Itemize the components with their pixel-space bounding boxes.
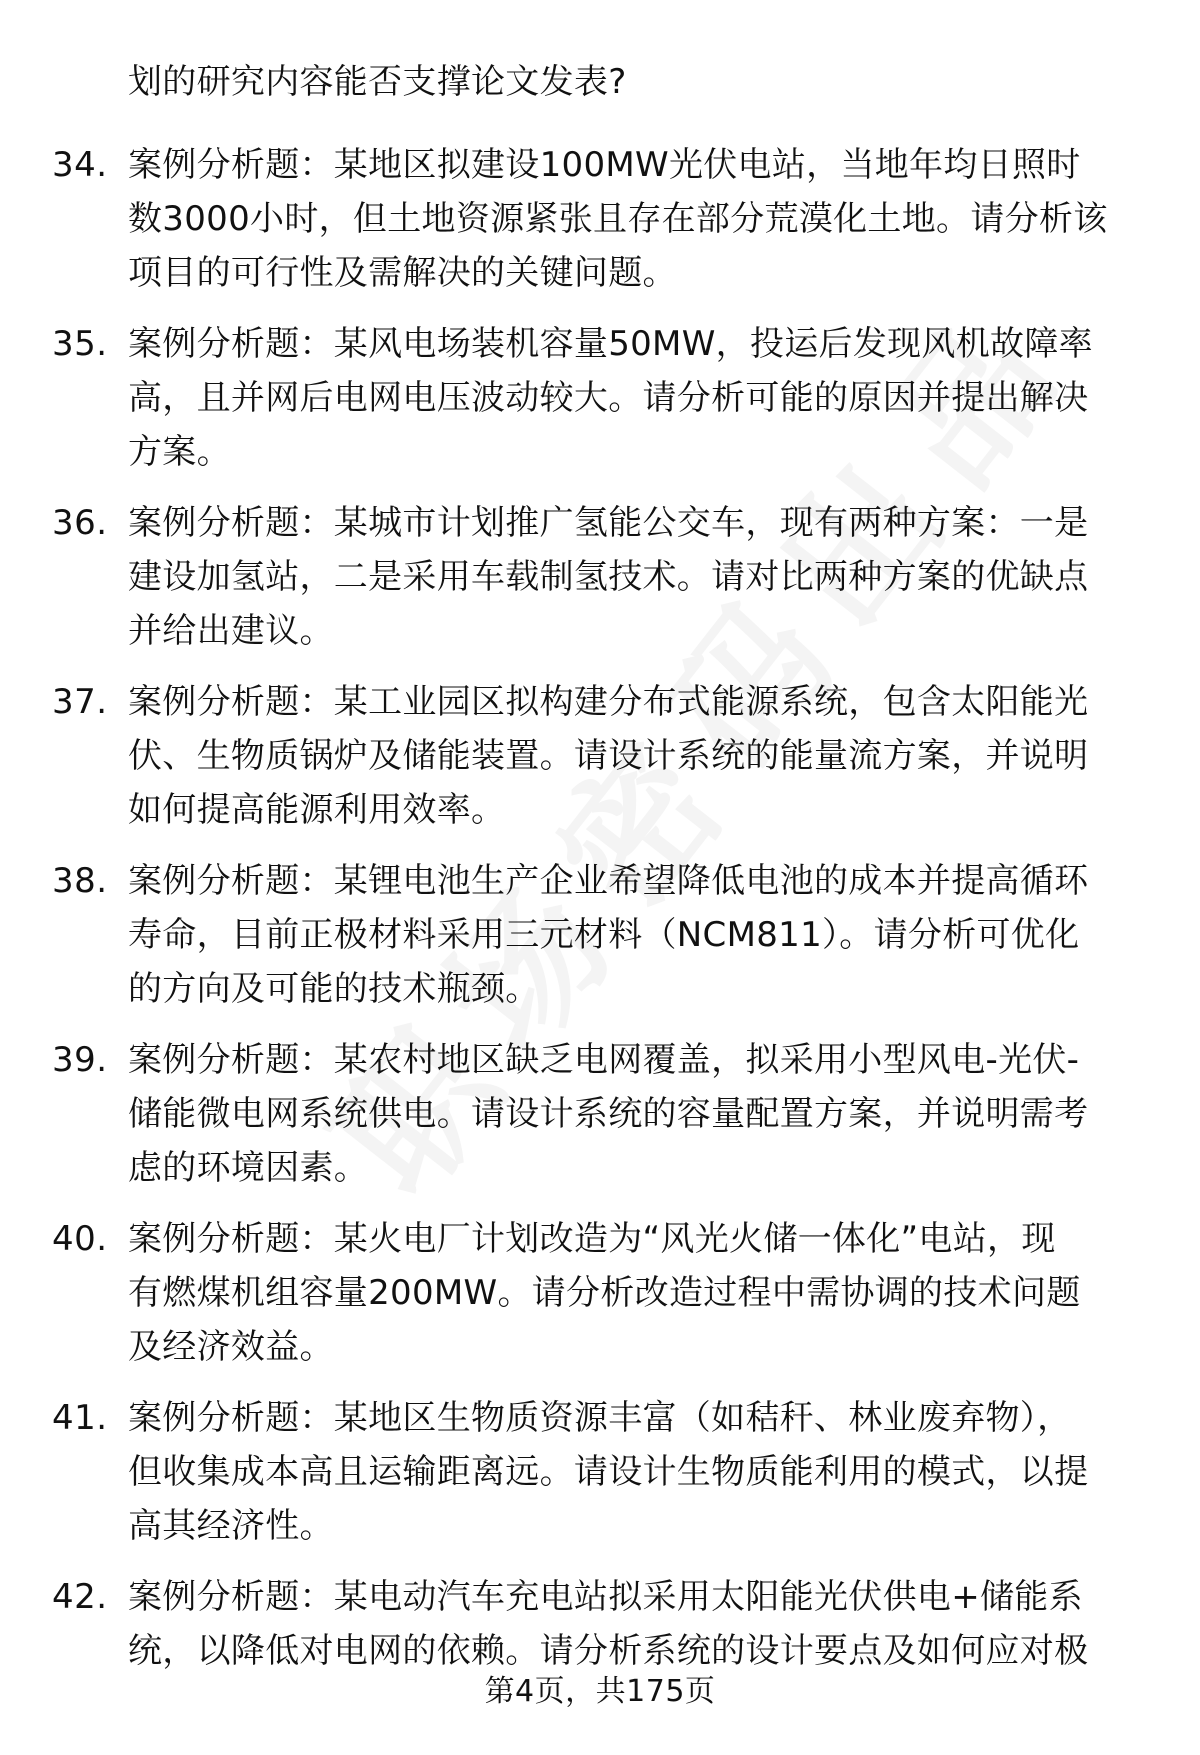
- question-line: 虑的环境因素。: [128, 1148, 369, 1188]
- question-line: 并给出建议。: [128, 611, 334, 651]
- question-line: 案例分析题：某工业园区拟构建分布式能源系统，包含太阳能光: [128, 682, 1089, 722]
- question-line: 案例分析题：某农村地区缺乏电网覆盖，拟采用小型风电-光伏-: [128, 1040, 1080, 1080]
- question-line: 案例分析题：某火电厂计划改造为“风光火储一体化”电站，现: [128, 1219, 1056, 1259]
- question-number: 35.: [52, 324, 108, 364]
- question-line: 案例分析题：某电动汽车充电站拟采用太阳能光伏供电+储能系: [128, 1577, 1083, 1617]
- question-line: 案例分析题：某地区生物质资源丰富（如秸秆、林业废弃物），: [128, 1398, 1072, 1438]
- question-line: 有燃煤机组容量200MW。请分析改造过程中需协调的技术问题: [128, 1273, 1081, 1313]
- question-item: [0, 1570, 1200, 1744]
- question-text: [128, 675, 1148, 837]
- question-item: [0, 317, 1200, 491]
- question-item: [0, 138, 1200, 312]
- question-line: 建设加氢站，二是采用车载制氢技术。请对比两种方案的优缺点: [128, 557, 1089, 597]
- question-item: [0, 1212, 1200, 1386]
- question-item: [0, 675, 1200, 849]
- question-number: 40.: [52, 1219, 108, 1259]
- question-line: 统，以降低对电网的依赖。请分析系统的设计要点及如何应对极: [128, 1631, 1089, 1671]
- question-line: 如何提高能源利用效率。: [128, 790, 506, 830]
- question-line: 案例分析题：某风电场装机容量50MW，投运后发现风机故障率: [128, 324, 1093, 364]
- continuation-text: 划的研究内容能否支撑论文发表?: [128, 62, 627, 102]
- question-number: 41.: [52, 1398, 108, 1438]
- question-text: [128, 854, 1148, 1016]
- question-number: 37.: [52, 682, 108, 722]
- question-item: [0, 1033, 1200, 1207]
- question-text: [128, 1570, 1148, 1678]
- question-text: [128, 138, 1148, 300]
- question-text: [128, 1033, 1148, 1195]
- question-line: 伏、生物质锅炉及储能装置。请设计系统的能量流方案，并说明: [128, 736, 1089, 776]
- question-item: [0, 496, 1200, 670]
- page-footer: 第4页，共175页: [484, 1674, 716, 1709]
- question-line: 案例分析题：某城市计划推广氢能公交车，现有两种方案：一是: [128, 503, 1089, 543]
- question-item: [0, 854, 1200, 1028]
- question-line: 寿命，目前正极材料采用三元材料（NCM811）。请分析可优化: [128, 915, 1080, 955]
- question-line: 项目的可行性及需解决的关键问题。: [128, 253, 677, 293]
- question-item: [0, 1391, 1200, 1565]
- question-line: 高，且并网后电网电压波动较大。请分析可能的原因并提出解决: [128, 378, 1089, 418]
- question-number: 38.: [52, 861, 108, 901]
- question-text: [128, 317, 1148, 479]
- question-number: 36.: [52, 503, 108, 543]
- question-line: 数3000小时，但土地资源紧张且存在部分荒漠化土地。请分析该: [128, 199, 1108, 239]
- question-line: 案例分析题：某锂电池生产企业希望降低电池的成本并提高循环: [128, 861, 1089, 901]
- question-text: [128, 1212, 1148, 1374]
- question-line: 及经济效益。: [128, 1327, 334, 1367]
- question-number: 39.: [52, 1040, 108, 1080]
- question-line: 储能微电网系统供电。请设计系统的容量配置方案，并说明需考: [128, 1094, 1089, 1134]
- question-line: 高其经济性。: [128, 1506, 334, 1546]
- question-line: 案例分析题：某地区拟建设100MW光伏电站，当地年均日照时: [128, 145, 1081, 185]
- question-line: 的方向及可能的技术瓶颈。: [128, 969, 540, 1009]
- question-line: 方案。: [128, 432, 231, 472]
- question-text: [128, 1391, 1148, 1553]
- question-number: 34.: [52, 145, 108, 185]
- question-list: [0, 138, 1200, 1749]
- question-text: [128, 496, 1148, 658]
- question-number: 42.: [52, 1577, 108, 1617]
- question-line: 但收集成本高且运输距离远。请设计生物质能利用的模式，以提: [128, 1452, 1089, 1492]
